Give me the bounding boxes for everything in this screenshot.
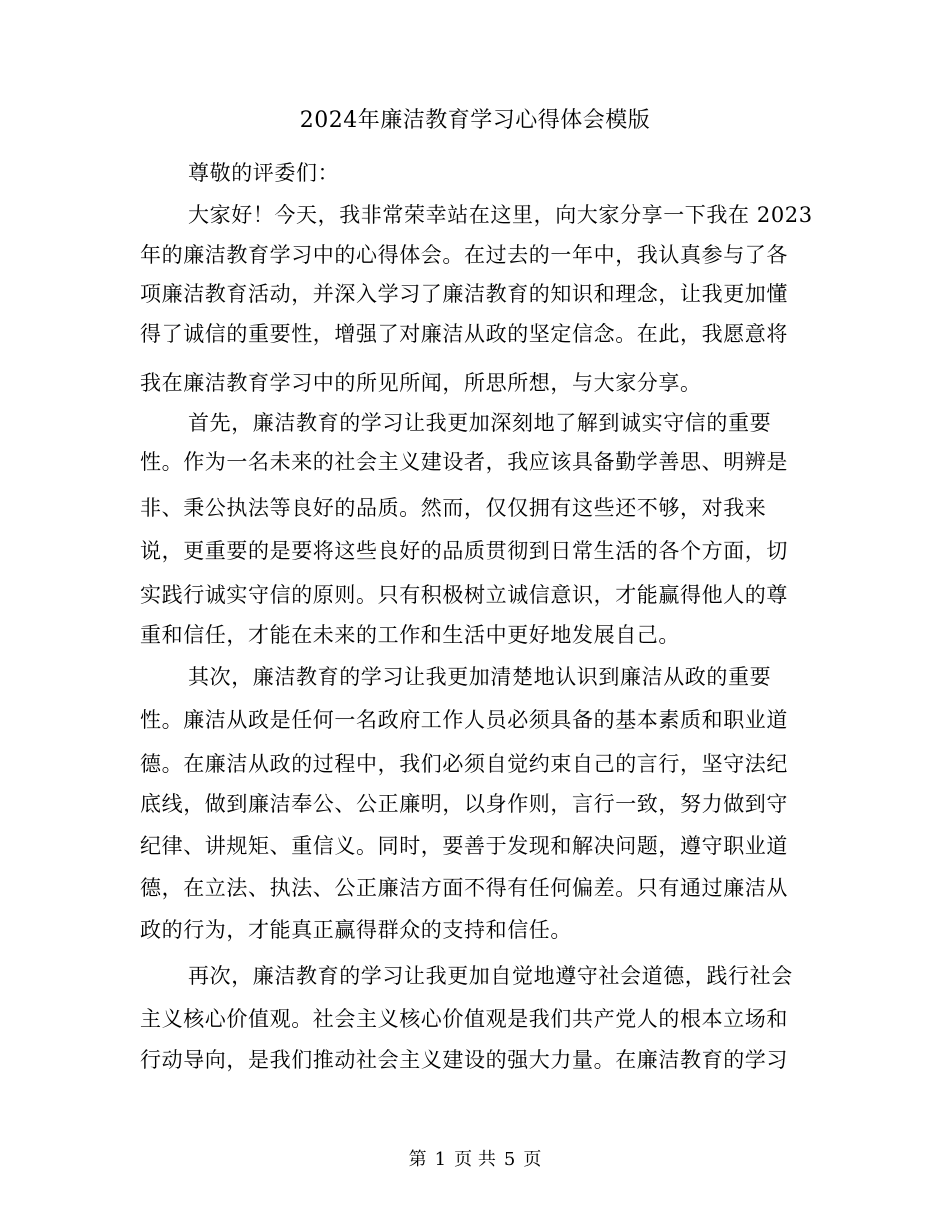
paragraph-line: 我在廉洁教育学习中的所见所闻，所思所想，与大家分享。 (140, 371, 702, 395)
paragraph-line: 性。作为一名未来的社会主义建设者，我应该具备勤学善思、明辨是 (140, 450, 788, 474)
paragraph-line: 年的廉洁教育学习中的心得体会。在过去的一年中，我认真参与了各 (140, 243, 788, 267)
footer-prefix: 第 (408, 1149, 427, 1170)
paragraph-line: 项廉洁教育活动，并深入学习了廉洁教育的知识和理念，让我更加懂 (140, 282, 788, 306)
paragraph-line: 德，在立法、执法、公正廉洁方面不得有任何偏差。只有通过廉洁从 (140, 876, 788, 900)
footer-total-pages: 5 (503, 1149, 516, 1170)
salutation-line: 尊敬的评委们： (188, 161, 340, 185)
paragraph-line: 其次，廉洁教育的学习让我更加清楚地认识到廉洁从政的重要 (188, 665, 772, 689)
paragraph-line: 重和信任，才能在未来的工作和生活中更好地发展自己。 (140, 623, 680, 647)
paragraph-line: 再次，廉洁教育的学习让我更加自觉地遵守社会道德，践行社会 (188, 964, 793, 988)
paragraph-line: 实践行诚实守信的原则。只有积极树立诚信意识，才能赢得他人的尊 (140, 583, 788, 607)
footer-page-number: 1 (434, 1149, 447, 1170)
paragraph-line: 行动导向，是我们推动社会主义建设的强大力量。在廉洁教育的学习 (140, 1048, 788, 1072)
paragraph-line: 说，更重要的是要将这些良好的品质贯彻到日常生活的各个方面，切 (140, 539, 788, 563)
footer-middle: 页 共 (454, 1149, 496, 1170)
paragraph-line: 德。在廉洁从政的过程中，我们必须自觉约束自己的言行，坚守法纪 (140, 752, 788, 776)
paragraph-line: 首先，廉洁教育的学习让我更加深刻地了解到诚实守信的重要 (188, 411, 772, 435)
paragraph-line: 性。廉洁从政是任何一名政府工作人员必须具备的基本素质和职业道 (140, 708, 788, 732)
paragraph-line: 纪律、讲规矩、重信义。同时，要善于发现和解决问题，遵守职业道 (140, 834, 788, 858)
paragraph-line: 底线，做到廉洁奉公、公正廉明，以身作则，言行一致，努力做到守 (140, 792, 788, 816)
paragraph-line: 大家好！今天，我非常荣幸站在这里，向大家分享一下我在 2023 (188, 203, 813, 227)
document-title: 2024年廉洁教育学习心得体会模版 (299, 108, 651, 133)
footer-suffix: 页 (523, 1149, 542, 1170)
paragraph-line: 政的行为，才能真正赢得群众的支持和信任。 (140, 918, 572, 942)
page-footer (0, 1146, 950, 1174)
paragraph-line: 得了诚信的重要性，增强了对廉洁从政的坚定信念。在此，我愿意将 (140, 322, 788, 346)
paragraph-line: 主义核心价值观。社会主义核心价值观是我们共产党人的根本立场和 (140, 1007, 788, 1031)
paragraph-line: 非、秉公执法等良好的品质。然而，仅仅拥有这些还不够，对我来 (140, 496, 767, 520)
